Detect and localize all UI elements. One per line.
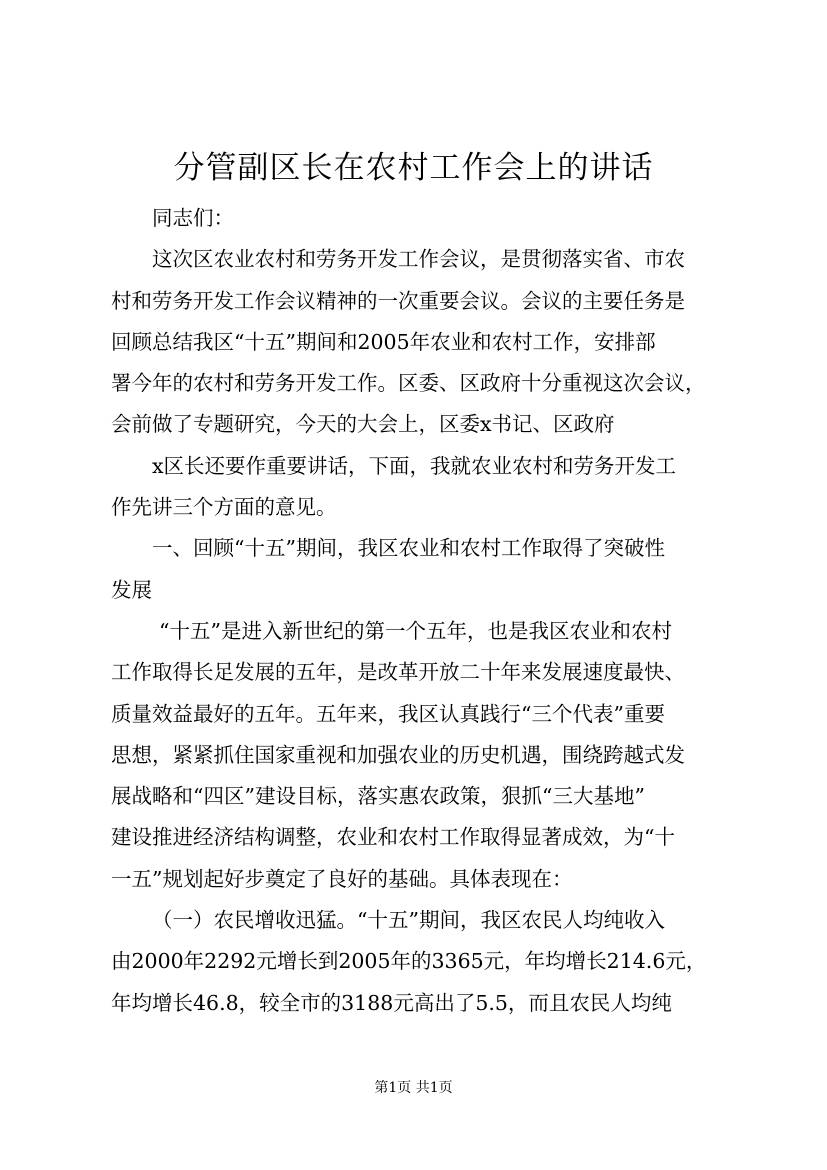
paragraph-line: 村和劳务开发工作会议精神的一次重要会议。会议的主要任务是 (111, 288, 685, 313)
paragraph-line: x区长还要作重要讲话，下面，我就农业农村和劳务开发工 (152, 453, 677, 478)
salutation-line: 同志们： (152, 206, 234, 230)
paragraph-line: 署今年的农村和劳务开发工作。区委、区政府十分重视这次会议， (111, 371, 706, 396)
paragraph-line: 作先讲三个方面的意见。 (111, 495, 337, 520)
paragraph-line: 由2000年2292元增长到2005年的3365元，年均增长214.6元， (111, 949, 707, 974)
paragraph-line: 建设推进经济结构调整，农业和农村工作取得显著成效，为“十 (111, 825, 675, 850)
paragraph-line: 会前做了专题研究，今天的大会上，区委x书记、区政府 (111, 412, 615, 437)
document-body (111, 198, 741, 1024)
subsection-line: （一）农民增收迅猛。“十五”期间，我区农民人均纯收入 (152, 908, 665, 933)
section-heading-line: 发展 (111, 577, 152, 602)
paragraph-line: 思想，紧紧抓住国家重视和加强农业的历史机遇，围绕跨越式发 (111, 742, 685, 767)
paragraph-line: 工作取得长足发展的五年，是改革开放二十年来发展速度最快、 (111, 660, 685, 685)
paragraph-line: 回顾总结我区“十五”期间和2005年农业和农村工作，安排部 (111, 329, 656, 354)
paragraph-line: 一五”规划起好步奠定了良好的基础。具体表现在： (111, 866, 573, 891)
section-heading-line: 一、回顾“十五”期间，我区农业和农村工作取得了突破性 (152, 536, 665, 561)
paragraph-line: 展战略和“四区”建设目标，落实惠农政策，狠抓“三大基地” (111, 784, 645, 809)
page-footer: 第1页 共1页 (374, 1080, 453, 1096)
paragraph-line: 质量效益最好的五年。五年来，我区认真践行“三个代表”重要 (111, 701, 665, 726)
document-title: 分管副区长在农村工作会上的讲话 (173, 150, 654, 186)
paragraph-line: 年均增长46.8，较全市的3188元高出了5.5，而且农民人均纯 (111, 990, 672, 1015)
paragraph-line: 这次区农业农村和劳务开发工作会议，是贯彻落实省、市农 (152, 247, 685, 272)
paragraph-line: “十五”是进入新世纪的第一个五年，也是我区农业和农村 (159, 618, 672, 643)
